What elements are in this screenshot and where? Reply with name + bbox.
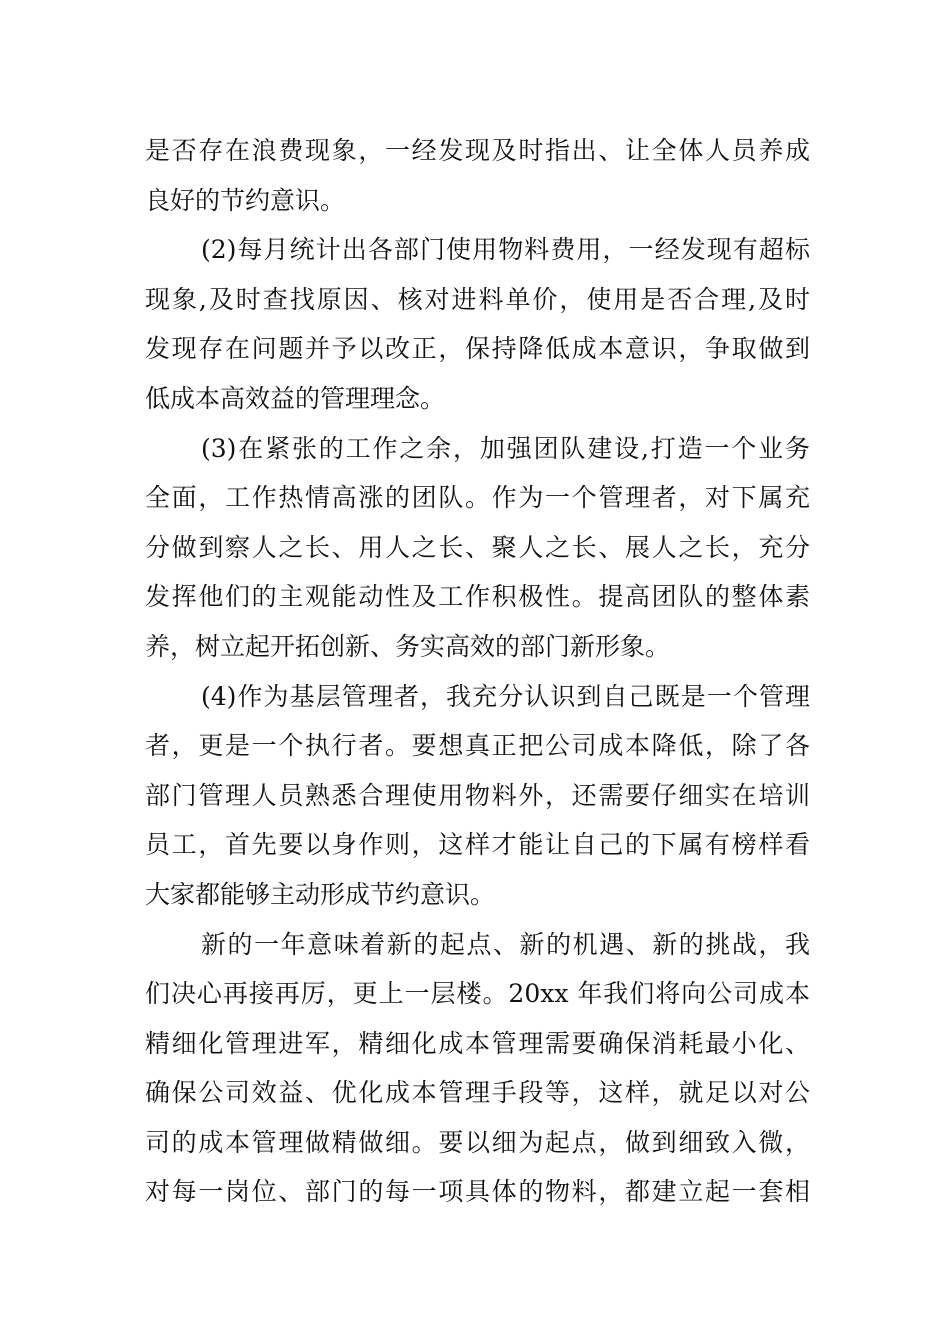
- text-line: (3)在紧张的工作之余，加强团队建设,打造一个业务: [201, 433, 810, 463]
- text-line: 们决心再接再厉，更上一层楼。20xx 年我们将向公司成本: [145, 979, 810, 1009]
- document-body: [145, 126, 810, 1217]
- text-line: 新的一年意味着新的起点、新的机遇、新的挑战，我: [201, 929, 810, 959]
- text-line: 确保公司效益、优化成本管理手段等，这样，就足以对公: [145, 1078, 810, 1108]
- text-line: 是否存在浪费现象，一经发现及时指出、让全体人员养成: [145, 136, 810, 165]
- text-line: 大家都能够主动形成节约意识。: [145, 879, 496, 909]
- text-line: (2)每月统计出各部门使用物料费用，一经发现有超标: [201, 235, 810, 265]
- text-line: 精细化管理进军，精细化成本管理需要确保消耗最小化、: [145, 1028, 810, 1058]
- text-line: (4)作为基层管理者，我充分认识到自己既是一个管理: [201, 681, 810, 711]
- text-line: 养，树立起开拓创新、务实高效的部门新形象。: [145, 631, 671, 661]
- text-line: 者，更是一个执行者。要想真正把公司成本降低，除了各: [145, 731, 810, 761]
- text-line: 现象,及时查找原因、核对进料单价，使用是否合理,及时: [145, 284, 810, 314]
- text-line: 员工，首先要以身作则，这样才能让自己的下属有榜样看: [145, 830, 810, 860]
- text-line: 发现存在问题并予以改正，保持降低成本意识，争取做到: [145, 334, 810, 364]
- text-line: 部门管理人员熟悉合理使用物料外，还需要仔细实在培训: [145, 780, 810, 810]
- text-line: 司的成本管理做精做细。要以细为起点，做到细致入微，: [145, 1127, 810, 1157]
- text-line: 分做到察人之长、用人之长、聚人之长、展人之长，充分: [145, 532, 810, 562]
- text-line: 全面，工作热情高涨的团队。作为一个管理者，对下属充: [145, 483, 810, 513]
- text-line: 低成本高效益的管理理念。: [145, 383, 446, 413]
- text-line: 对每一岗位、部门的每一项具体的物料，都建立起一套相: [145, 1177, 810, 1207]
- text-line: 发挥他们的主观能动性及工作积极性。提高团队的整体素: [145, 582, 810, 612]
- text-line: 良好的节约意识。: [145, 185, 346, 215]
